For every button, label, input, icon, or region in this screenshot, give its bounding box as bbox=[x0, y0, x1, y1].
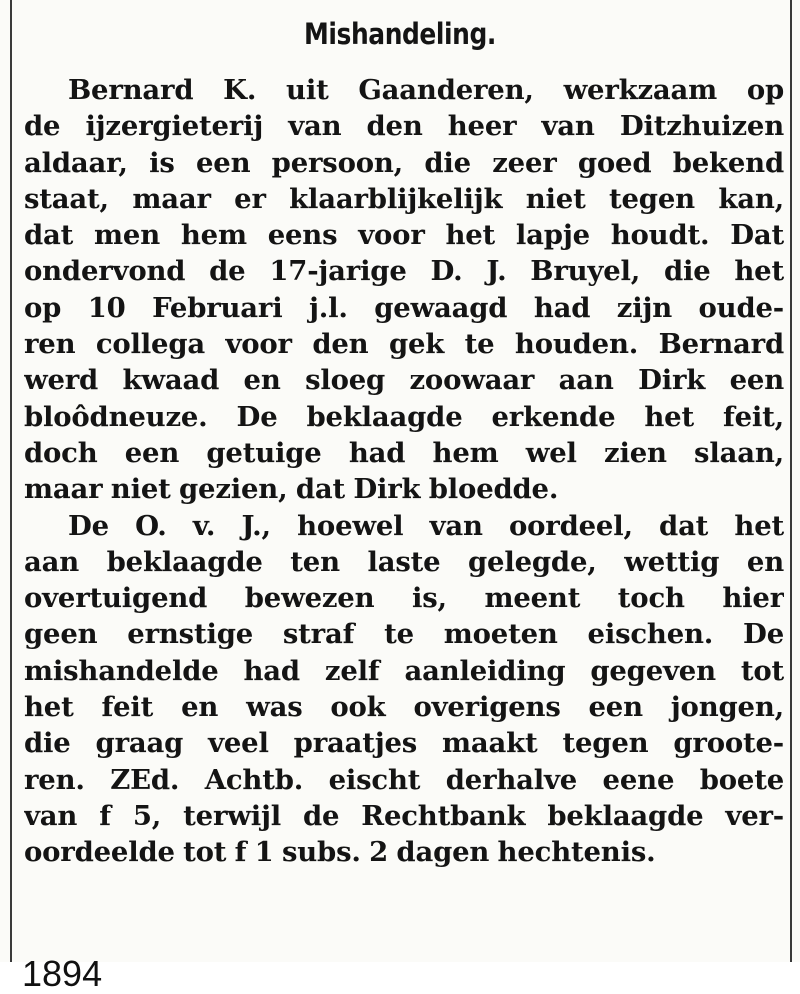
text-line: Bernard K. uit Gaanderen, werkzaam op bbox=[68, 74, 784, 106]
text-line: op 10 Februari j.l. gewaagd had zijn oude- bbox=[24, 291, 784, 324]
column-rule-right bbox=[790, 0, 792, 962]
text-line: De O. v. J., hoewel van oordeel, dat het bbox=[68, 509, 784, 542]
article-paragraph-1 bbox=[24, 72, 784, 508]
article-paragraph-2 bbox=[24, 508, 784, 871]
article-headline: Mishandeling. bbox=[304, 17, 496, 51]
text-line: aan beklaagde ten laste gelegde, wettig en bbox=[24, 545, 784, 578]
text-line: aldaar, is een persoon, die zeer goed bekend bbox=[24, 146, 784, 179]
article-body bbox=[24, 72, 784, 871]
text-line: ondervond de 17-jarige D. J. Bruyel, die het bbox=[24, 255, 784, 288]
text-line: van f 5, terwijl de Rechtbank beklaagde ver- bbox=[24, 799, 784, 832]
column-rule-left bbox=[10, 0, 12, 962]
text-line: dat men hem eens voor het lapje houdt. Dat bbox=[24, 219, 784, 252]
text-line: bloôdneuze. De beklaagde erkende het feit, bbox=[24, 400, 784, 433]
text-line: werd kwaad en sloeg zoowaar aan Dirk een bbox=[24, 364, 784, 397]
text-line: staat, maar er klaarblijkelijk niet tegen kan, bbox=[24, 182, 784, 215]
text-line: het feit en was ook overigens een jongen, bbox=[24, 691, 784, 724]
text-line: ren. ZEd. Achtb. eischt derhalve eene boete bbox=[24, 763, 784, 796]
year-caption: 1894 bbox=[22, 953, 103, 994]
text-line: die graag veel praatjes maakt tegen groote- bbox=[24, 727, 784, 760]
text-line: ren collega voor den gek te houden. Bernard bbox=[24, 328, 784, 361]
text-line: geen ernstige straf te moeten eischen. De bbox=[24, 618, 784, 651]
text-line: maar niet gezien, dat Dirk bloedde. bbox=[24, 473, 559, 506]
text-line: mishandelde had zelf aanleiding gegeven tot bbox=[24, 654, 784, 687]
text-line: oordeelde tot f 1 subs. 2 dagen hechtenis. bbox=[24, 836, 656, 869]
text-line: de ijzergieterij van den heer van Ditzhuizen bbox=[24, 110, 784, 143]
text-line: doch een getuige had hem wel zien slaan, bbox=[24, 436, 784, 469]
text-line: overtuigend bewezen is, meent toch hier bbox=[24, 582, 784, 615]
